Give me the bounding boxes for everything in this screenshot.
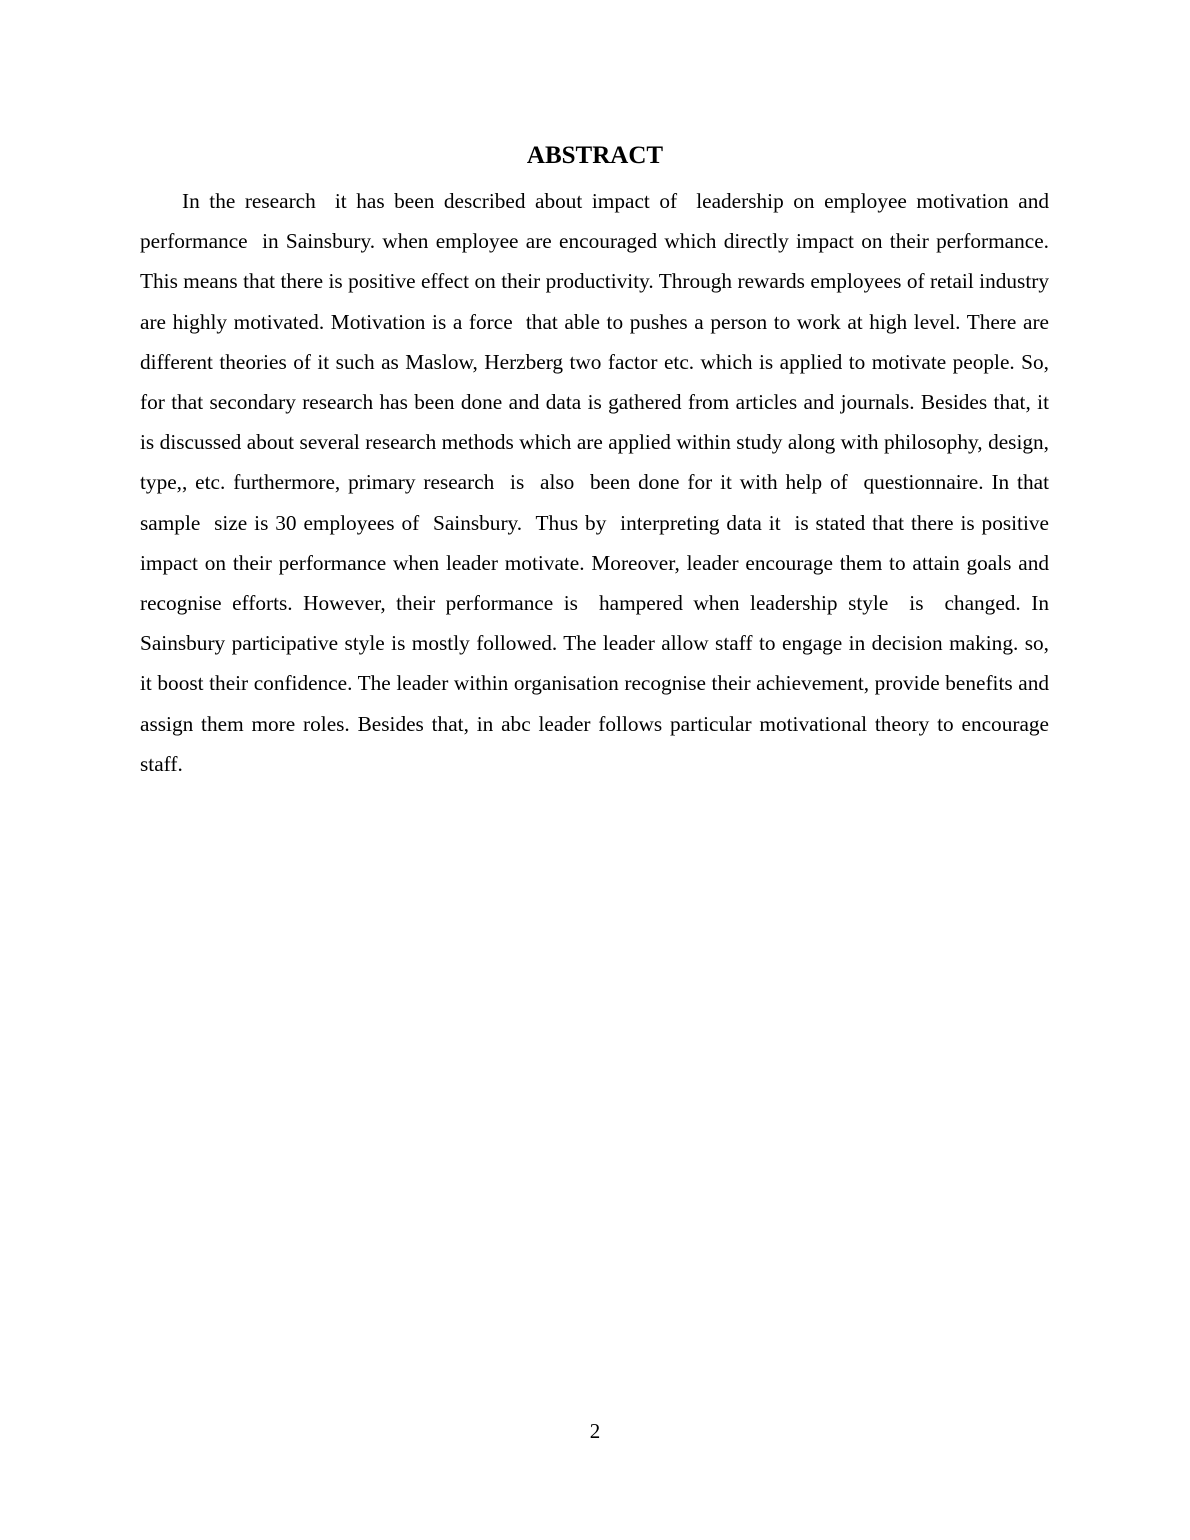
abstract-heading: ABSTRACT [526,142,664,169]
page-number: 2 [589,1419,601,1443]
abstract-paragraph: In the research it has been described about impact of leadership on employee motivation and performance in Sainsbury. when employee are encouraged which directly impact on their performance. This means that there is positive effect on their productivity. Through rewards employees of retail industry are highly motivated. Motivation is a force that able to pushes a person to work at high level. There are different theories of it such as Maslow, Herzberg two factor etc. which is applied to motivate people. So, for that secondary research has been done and data is gathered from articles and journals. Besides that, it is discussed about several research methods which are applied within study along with philosophy, design, type,, etc. furthermore, primary research is also been done for it with help of questionnaire. In that sample size is 30 employees of Sainsbury. Thus by interpreting data it is stated that there is positive impact on their performance when leader motivate. Moreover, leader encourage them to attain goals and recognise efforts. However, their performance is hampered when leadership style is changed. In Sainsbury participative style is mostly followed. The leader allow staff to engage in decision making. so, it boost their confidence. The leader within organisation recognise their achievement, provide benefits and assign them more roles. Besides that, in abc leader follows particular motivational theory to encourage staff. [140,189,1060,776]
